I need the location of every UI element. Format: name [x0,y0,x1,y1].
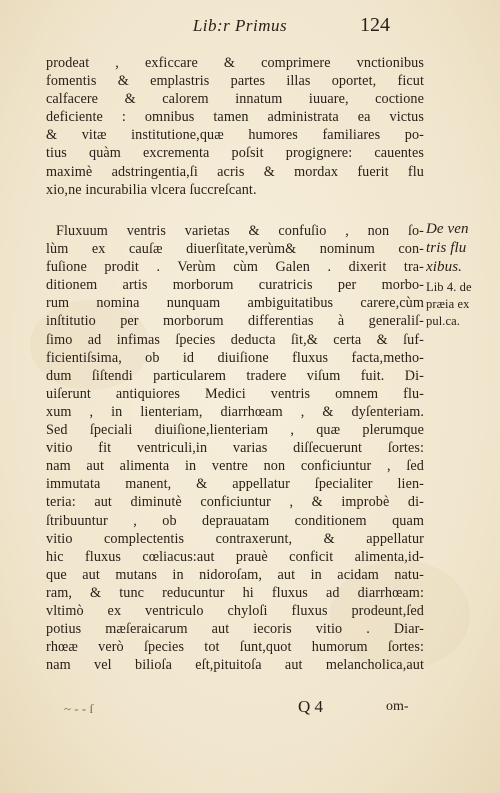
text-line: ficientiſsima, ob id diuiſione fluxus facta,metho- [46,349,424,366]
text-line: ram, & tunc reducuntur hi fluxus ad diarrhœam: [46,584,424,601]
text-line: uiſerunt antiquiores Medici ventris omnem flu- [46,385,424,402]
text-line: prodeat , exficcare & comprimere vnctionibus [46,55,424,71]
text-line: maximè adstringentia,ſi acris & mordax fuerit flu [46,163,424,180]
text-line: tius quàm excrementa poſsit progignere: cauentes [46,145,424,162]
text-line: fomentis & emplastris partes illas oportet, ficut [46,73,424,90]
text-line: lùm ex cauſæ diuerſitate,verùm& nominum con- [46,241,424,258]
text-line: ſimo ad infimas ſpecies deducta ſit,& certa & ſuf- [46,331,424,348]
running-title: Lib:r Primus [192,16,288,35]
text-line: vitio complectentis contraxerunt, & appellatur [46,530,424,547]
margin-ref-line: pul.ca. [426,314,461,328]
text-line: hic fluxus cœliacus:aut prauè conficit alimenta,id- [46,548,424,565]
text-line: ditionem artis morborum curatricis per morbo- [46,277,424,294]
margin-note-title [426,220,494,277]
margin-ref-line: Lib 4. de [426,280,472,294]
text-line: dum ſiſtendi particularem tradere viſum fuit. Di- [46,367,424,384]
text-line: vitio fit ventriculi,in varias diſſecuerunt ſortes: [46,440,424,457]
text-line: nam vel bilioſa eſt,pituitoſa aut melancholica,aut [46,657,424,674]
text-line: vltimò ex ventriculo chyloſi fluxus prodeunt,ſed [46,602,424,619]
margin-note [426,220,494,330]
text-line: immutata manent, & appellatur ſpecialiter lien- [46,476,424,493]
margin-title-line: tris flu [426,240,467,256]
catchword: om- [386,699,409,714]
text-line: fuſione prodit . Verùm cùm Galen . dixerit tra- [46,259,424,276]
margin-ref-line: præia ex [426,297,470,311]
text-line: xio,ne incurabilia vlcera ſuccreſcant. [46,181,257,198]
paragraph-2 [46,222,424,674]
text-line: potius mæſeraicarum aut iecoris vitio . Diar- [46,621,424,638]
paragraph-1 [46,54,424,199]
text-line: xum , in lienteriam, diarrhœam , & dyſenteriam. [46,403,424,420]
running-head [150,16,410,42]
text-line: rum nomina nunquam ambiguitatibus carere,cùm [46,295,424,312]
text-line: rhœæ verò ſpecies tot ſunt,quot humorum ſortes: [46,639,424,656]
text-line: inſtitutio per morborum differentias à generaliſ- [46,313,424,330]
margin-title-line: xibus. [426,259,463,275]
text-line: Sed ſpeciali diuiſione,lienteriam , quæ plerumque [46,422,424,439]
text-line: que aut mutans in nidoroſam, aut in acidam natu- [46,566,424,583]
folio-number: 124 [360,14,390,36]
margin-note-reference [426,279,494,330]
footer-mark: ~ - - ſ [64,701,94,716]
page-footer [46,697,424,721]
text-line: calfacere & calorem innatum iuuare, coctione [46,91,424,108]
text-line: deficiente : omnibus tamen administrata ea victus [46,109,424,126]
text-line: & vitæ institutione,quæ humores familiares po- [46,127,424,144]
margin-title-line: De ven [426,221,469,237]
text-line: teria: aut diminutè conficiuntur , & improbè di- [46,494,424,511]
signature-mark: Q 4 [298,697,324,716]
text-line: nam aut alimenta in ventre non conficiuntur , ſed [46,458,424,475]
text-line: ſtribuuntur , ob deprauatam conditionem quam [46,512,424,529]
text-line: Fluxuum ventris varietas & confuſio , non ſo- [56,223,424,239]
